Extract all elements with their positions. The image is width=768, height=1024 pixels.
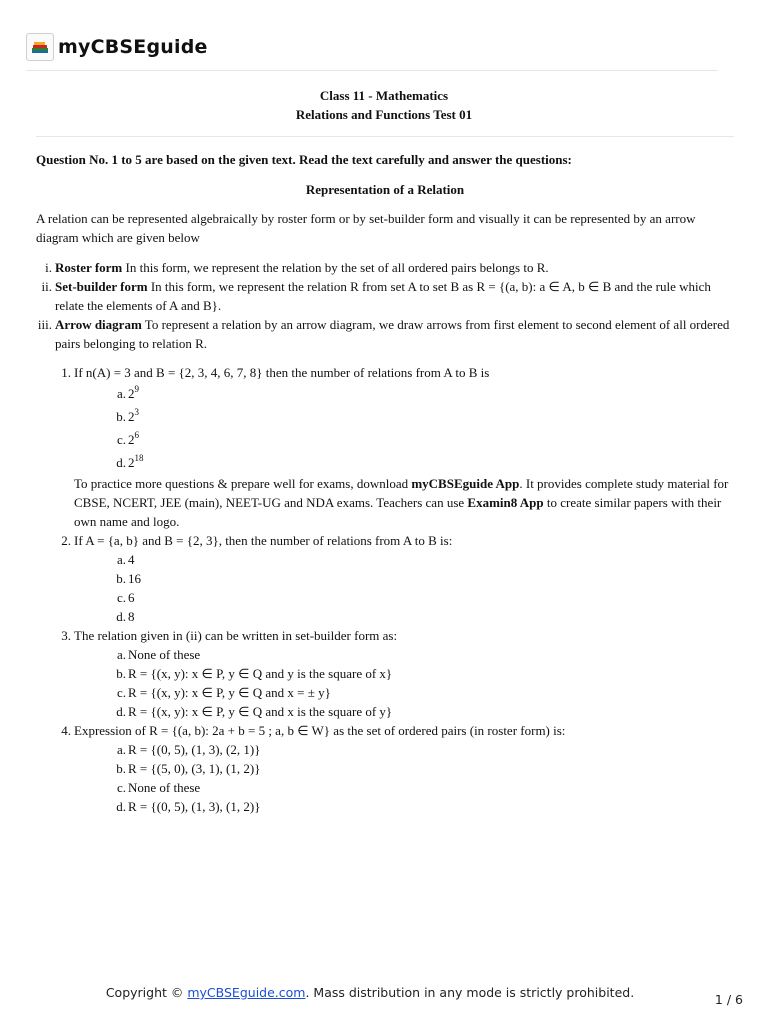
representation-forms-list bbox=[36, 258, 734, 353]
list-item bbox=[36, 315, 734, 353]
test-title: Relations and Functions Test 01 bbox=[295, 107, 473, 122]
app-name: myCBSEguide App bbox=[411, 476, 520, 491]
header-divider bbox=[26, 70, 718, 71]
option-text: R = {(0, 5), (1, 3), (1, 2)} bbox=[128, 799, 261, 814]
form-term: Arrow diagram bbox=[55, 317, 142, 332]
option-label: b. bbox=[116, 666, 126, 681]
question-number: 4. bbox=[61, 723, 71, 738]
options-list bbox=[74, 550, 734, 626]
question-text: If n(A) = 3 and B = {2, 3, 4, 6, 7, 8} then the number of relations from A to B is bbox=[74, 365, 490, 380]
option-label: c. bbox=[116, 780, 126, 795]
instructions: Question No. 1 to 5 are based on the given text. Read the text carefully and answer the questions: bbox=[36, 152, 572, 167]
form-description: In this form, we represent the relation R from set A to set B as R = {(a, b): a ∈ A, b ∈ B and the rule which relate the elements of A and B}. bbox=[55, 279, 711, 313]
option-item bbox=[74, 405, 734, 428]
document-body bbox=[36, 150, 734, 816]
option-label: d. bbox=[116, 704, 126, 719]
copyright-footer bbox=[0, 985, 740, 1000]
option-item bbox=[74, 759, 734, 778]
class-title: Class 11 - Mathematics bbox=[319, 88, 449, 103]
form-term: Roster form bbox=[55, 260, 123, 275]
promo-part: to create similar papers with their own name and logo. bbox=[74, 495, 722, 529]
option-exponent: 9 bbox=[134, 384, 139, 394]
option-text: R = {(x, y): x ∈ P, y ∈ Q and x is the square of y} bbox=[128, 704, 393, 719]
footer-prefix: Copyright © bbox=[105, 985, 188, 1000]
option-text: R = {(5, 0), (3, 1), (1, 2)} bbox=[128, 761, 261, 776]
options-list bbox=[74, 645, 734, 721]
option-text: R = {(x, y): x ∈ P, y ∈ Q and y is the square of x} bbox=[128, 666, 393, 681]
question-item bbox=[36, 363, 734, 531]
option-item bbox=[74, 664, 734, 683]
question-text: The relation given in (ii) can be written in set-builder form as: bbox=[74, 628, 398, 643]
footer-link[interactable]: myCBSEguide.com bbox=[187, 985, 306, 1000]
option-base: 2 bbox=[128, 432, 135, 447]
app-name: Examin8 App bbox=[467, 495, 544, 510]
question-number: 1. bbox=[61, 365, 71, 380]
option-base: 2 bbox=[128, 409, 135, 424]
option-exponent: 3 bbox=[134, 407, 139, 417]
option-text: R = {(x, y): x ∈ P, y ∈ Q and x = ± y} bbox=[128, 685, 331, 700]
option-exponent: 18 bbox=[134, 453, 144, 463]
option-label: b. bbox=[116, 571, 126, 586]
option-item bbox=[74, 550, 734, 569]
option-item bbox=[74, 451, 734, 474]
list-number: ii. bbox=[41, 279, 52, 294]
document-title bbox=[0, 86, 768, 124]
option-text: 8 bbox=[128, 609, 135, 624]
option-label: b. bbox=[116, 409, 126, 424]
option-label: c. bbox=[116, 590, 126, 605]
option-exponent: 6 bbox=[134, 430, 139, 440]
option-label: b. bbox=[116, 761, 126, 776]
option-item bbox=[74, 702, 734, 721]
form-description: To represent a relation by an arrow diagram, we draw arrows from first element to second element of all ordered pairs belonging to relation R. bbox=[55, 317, 730, 351]
option-text: 4 bbox=[128, 552, 135, 567]
list-number: iii. bbox=[37, 317, 52, 332]
section-heading: Representation of a Relation bbox=[305, 182, 465, 197]
option-item bbox=[74, 428, 734, 451]
option-label: a. bbox=[116, 386, 126, 401]
options-list bbox=[74, 740, 734, 816]
brand-name[interactable]: myCBSEguide bbox=[58, 36, 208, 58]
footer-suffix: . Mass distribution in any mode is strictly prohibited. bbox=[305, 985, 635, 1000]
option-item bbox=[74, 382, 734, 405]
option-item bbox=[74, 569, 734, 588]
page-number: 1 / 6 bbox=[714, 992, 743, 1007]
option-label: a. bbox=[116, 552, 126, 567]
question-item bbox=[36, 626, 734, 721]
option-label: a. bbox=[116, 742, 126, 757]
promo-part: . It provides complete study material for CBSE, NCERT, JEE (main), NEET-UG and NDA exams. Teachers can use bbox=[74, 476, 729, 510]
form-term: Set-builder form bbox=[55, 279, 148, 294]
option-item bbox=[74, 778, 734, 797]
option-label: d. bbox=[116, 455, 126, 470]
option-item bbox=[74, 645, 734, 664]
option-item bbox=[74, 797, 734, 816]
passage-paragraph: A relation can be represented algebraically by roster form or by set-builder form and visually it can be represented by an arrow diagram which are given below bbox=[36, 211, 696, 245]
question-text: Expression of R = {(a, b): 2a + b = 5 ; a, b ∈ W} as the set of ordered pairs (in roster form) is: bbox=[74, 723, 566, 738]
question-item bbox=[36, 531, 734, 626]
options-list bbox=[74, 382, 734, 474]
option-text: 16 bbox=[128, 571, 141, 586]
question-item bbox=[36, 721, 734, 816]
option-label: c. bbox=[116, 685, 126, 700]
question-number: 3. bbox=[61, 628, 71, 643]
option-item bbox=[74, 740, 734, 759]
list-item bbox=[36, 277, 734, 315]
list-number: i. bbox=[45, 260, 52, 275]
question-text: If A = {a, b} and B = {2, 3}, then the number of relations from A to B is: bbox=[74, 533, 453, 548]
question-list bbox=[36, 363, 734, 816]
option-base: 2 bbox=[128, 386, 135, 401]
form-description: In this form, we represent the relation by the set of all ordered pairs belongs to R. bbox=[122, 260, 549, 275]
option-text: 6 bbox=[128, 590, 135, 605]
logo-icon[interactable] bbox=[26, 33, 54, 61]
option-label: d. bbox=[116, 609, 126, 624]
option-text: None of these bbox=[128, 647, 201, 662]
list-item bbox=[36, 258, 734, 277]
option-item bbox=[74, 683, 734, 702]
option-label: c. bbox=[116, 432, 126, 447]
option-text: R = {(0, 5), (1, 3), (2, 1)} bbox=[128, 742, 261, 757]
option-item bbox=[74, 588, 734, 607]
title-divider bbox=[36, 136, 734, 137]
option-label: a. bbox=[116, 647, 126, 662]
option-base: 2 bbox=[128, 455, 135, 470]
option-label: d. bbox=[116, 799, 126, 814]
option-text: None of these bbox=[128, 780, 201, 795]
option-item bbox=[74, 607, 734, 626]
site-header bbox=[26, 30, 208, 64]
promo-text bbox=[74, 474, 734, 531]
question-number: 2. bbox=[61, 533, 71, 548]
promo-part: To practice more questions & prepare well for exams, download bbox=[74, 476, 412, 491]
